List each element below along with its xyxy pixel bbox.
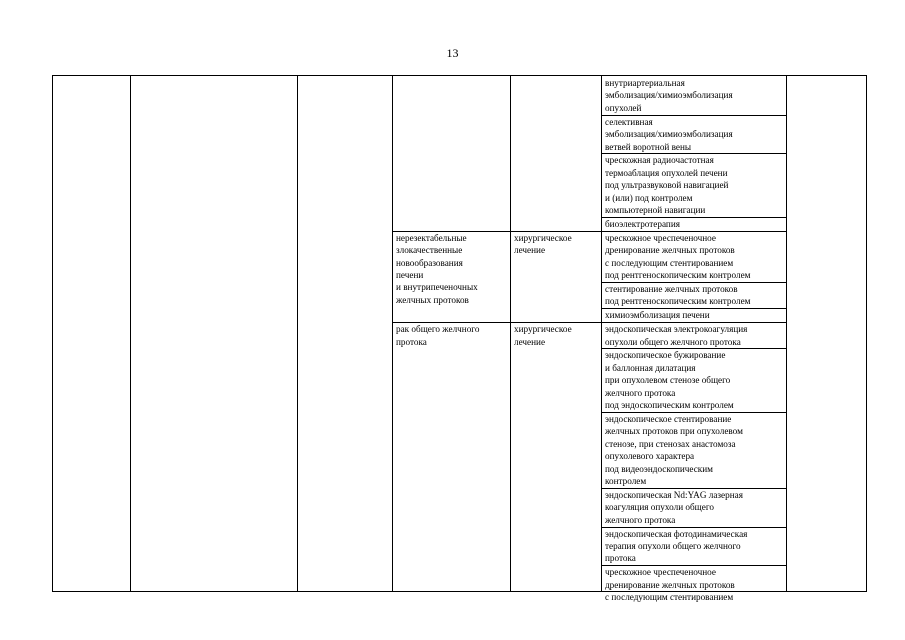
method-cell	[605, 309, 710, 321]
method-cell-line: под рентгеноскопическим контролем	[605, 296, 751, 307]
method-cell-line: желчного протока	[605, 514, 676, 525]
method-cell-line: коагуляция опухоли общего	[605, 502, 714, 513]
method-cell-line: ветвей воротной вены	[605, 141, 692, 152]
method-cell	[605, 413, 743, 487]
diagnosis-cell-line: и внутрипеченочных	[396, 282, 478, 293]
diagnosis-cell-line: протока	[396, 336, 427, 347]
method-cell-line: под эндоскопическим контролем	[605, 400, 734, 411]
column-divider	[130, 76, 131, 591]
method-cell-line: эндоскопическая фотодинамическая	[605, 528, 748, 539]
method-cell-line: стентирование желчных протоков	[605, 283, 738, 294]
treatment-cell	[514, 323, 572, 348]
method-cell-line: эндоскопическое стентирование	[605, 413, 732, 424]
method-cell	[605, 154, 728, 216]
method-cell	[605, 116, 733, 153]
method-cell	[605, 323, 747, 348]
diagnosis-cell-line: печени	[396, 270, 424, 281]
method-cell	[605, 232, 750, 282]
treatment-cell-line: лечение	[514, 336, 546, 347]
method-cell-line: протока	[605, 553, 636, 564]
column-divider	[297, 76, 298, 591]
medical-procedures-table	[52, 75, 867, 602]
page-number: 13	[446, 46, 459, 60]
method-cell-line: и баллонная дилатация	[605, 362, 696, 373]
treatment-cell-line: лечение	[514, 245, 546, 256]
method-cell	[605, 77, 733, 114]
method-cell-line: дренирование желчных протоков	[605, 245, 735, 256]
method-cell-line: желчных протоков при опухолевом	[605, 426, 743, 437]
diagnosis-cell	[396, 323, 479, 348]
treatment-cell-line: хирургическое	[514, 324, 572, 335]
column-divider	[786, 76, 787, 591]
method-cell-line: эндоскопическая электрокоагуляция	[605, 324, 748, 335]
method-cell-line: чрескожное чреспеченочное	[605, 232, 716, 243]
method-cell-line: при опухолевом стенозе общего	[605, 375, 731, 386]
method-cell-line: с последующим стентированием	[605, 592, 734, 602]
method-cell-line: химиоэмболизация печени	[605, 310, 710, 321]
method-cell-line: эмболизация/химиоэмболизация	[605, 129, 733, 140]
diagnosis-cell-line: нерезектабельные	[396, 232, 467, 243]
diagnosis-cell-line: рак общего желчного	[396, 324, 480, 335]
method-cell-line: биоэлектротерапия	[605, 218, 680, 229]
method-cell-line: с последующим стентированием	[605, 257, 734, 268]
method-cell-line: и (или) под контролем	[605, 192, 693, 203]
method-cell-line: компьютерной навигации	[605, 205, 706, 216]
column-divider	[510, 76, 511, 591]
method-cell-line: внутриартериальная	[605, 78, 685, 88]
diagnosis-cell	[396, 232, 478, 306]
treatment-cell	[514, 232, 572, 257]
method-cell	[605, 349, 734, 411]
method-cell-line: желчного протока	[605, 387, 676, 398]
method-cell-line: чрескожная радиочастотная	[605, 155, 714, 166]
diagnosis-cell-line: злокачественные	[396, 245, 463, 256]
method-cell	[605, 218, 680, 230]
method-cell-line: селективная	[605, 116, 653, 127]
method-cell	[605, 566, 735, 603]
method-cell-line: опухолевого характера	[605, 451, 695, 462]
method-cell	[605, 528, 747, 565]
method-cell	[605, 283, 750, 308]
column-divider	[392, 76, 393, 591]
method-cell-line: терапия опухоли общего желчного	[605, 540, 741, 551]
method-cell-line: термоаблация опухолей печени	[605, 167, 728, 178]
method-cell-line: опухолей	[605, 102, 642, 113]
method-cell-line: опухоли общего желчного протока	[605, 336, 741, 347]
method-cell-line: чрескожное чреспеченочное	[605, 567, 716, 578]
method-cell-line: эндоскопическое бужирование	[605, 350, 726, 361]
method-cell-line: под видеоэндоскопическим	[605, 463, 713, 474]
treatment-cell-line: хирургическое	[514, 232, 572, 243]
method-cell-line: стенозе, при стенозах анастомоза	[605, 438, 736, 449]
method-cell-line: эндоскопическая Nd:YAG лазерная	[605, 489, 743, 500]
method-cell-line: под рентгеноскопическим контролем	[605, 270, 751, 281]
method-cell-line: под ультразвуковой навигацией	[605, 180, 729, 191]
method-cell-line: дренирование желчных протоков	[605, 579, 735, 590]
diagnosis-cell-line: желчных протоков	[396, 294, 469, 305]
method-cell-line: эмболизация/химиоэмболизация	[605, 90, 733, 101]
diagnosis-cell-line: новообразования	[396, 257, 463, 268]
method-cell-line: контролем	[605, 475, 647, 486]
method-cell	[605, 489, 743, 526]
